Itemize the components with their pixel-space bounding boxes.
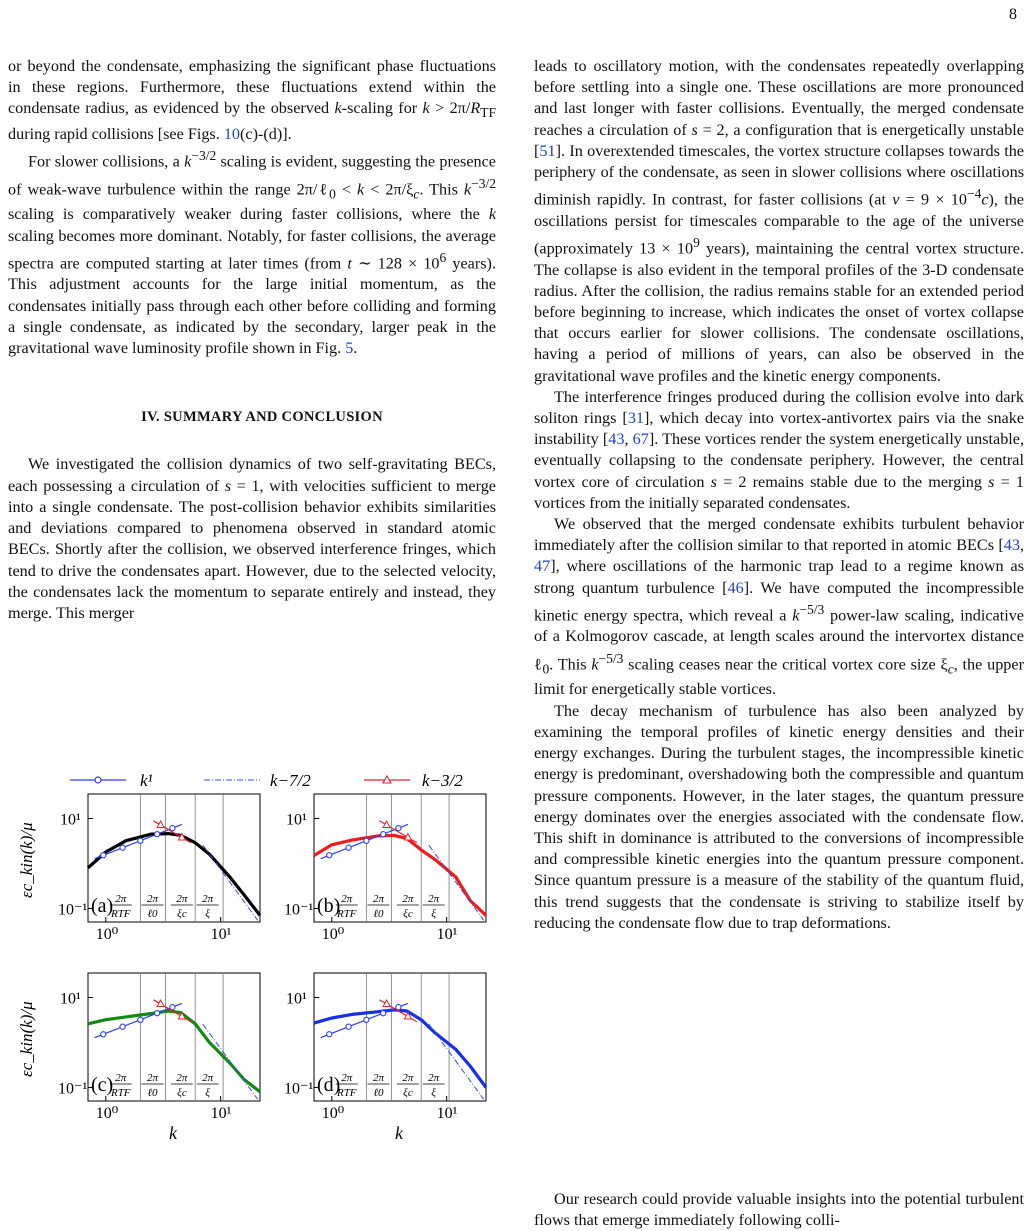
k1-marker (170, 826, 175, 831)
y-tick-label-low: 10⁻¹ (58, 901, 88, 919)
vline-label-numerator: 2π (146, 893, 159, 905)
vline-label-denominator: ℓ0 (373, 1087, 384, 1099)
x-tick-label-high: 10¹ (210, 1105, 232, 1122)
left-column (8, 56, 496, 624)
x-tick-label-low: 10⁰ (321, 1105, 345, 1122)
citation-link[interactable]: 31 (627, 409, 644, 428)
k1-marker (346, 845, 351, 850)
legend-k1-marker (95, 777, 101, 783)
legend-k32-text: k−3/2 (422, 771, 463, 790)
spectra-figure-svg (8, 768, 508, 1140)
citation-link[interactable]: 43 (1003, 536, 1020, 555)
vline-label-denominator: ℓ0 (147, 908, 158, 920)
vline-label-denominator: ξ (431, 908, 436, 920)
k1-marker (155, 832, 160, 837)
x-axis-label: k (395, 1123, 403, 1140)
k72-reference-line (203, 1024, 258, 1099)
page-number: 8 (1009, 6, 1017, 23)
x-tick-label-low: 10⁰ (95, 1105, 119, 1122)
k1-marker (101, 1032, 106, 1037)
k1-marker (346, 1024, 351, 1029)
vline-label-denominator: ξc (403, 1087, 413, 1099)
spectrum-curve (88, 1011, 260, 1092)
vline-label-denominator: ℓ0 (373, 908, 384, 920)
right-paragraph-5: Our research could provide valuable insights into the potential turbulent flows that emerge immediately following colli- (534, 1190, 1024, 1230)
vline-label-numerator: 2π (341, 893, 353, 905)
k72-reference-line (429, 1024, 484, 1099)
k1-marker (155, 1011, 160, 1016)
vline-label-numerator: 2π (115, 1072, 127, 1084)
x-tick-label-high: 10¹ (436, 926, 458, 943)
figure-link[interactable]: 5 (345, 339, 354, 358)
k1-marker (381, 832, 386, 837)
k72-reference-line (203, 845, 258, 920)
citation-link[interactable]: 67 (632, 430, 649, 449)
k1-marker (396, 1005, 401, 1010)
figure-10 (8, 768, 508, 1140)
vline-label-numerator: 2π (402, 893, 414, 905)
x-tick-label-high: 10¹ (436, 1105, 458, 1122)
vline-label-numerator: 2π (115, 893, 127, 905)
vline-label-numerator: 2π (402, 1072, 414, 1084)
y-axis-label: εc_kin(k)/μ (17, 1001, 36, 1077)
vline-label-numerator: 2π (372, 893, 385, 905)
y-tick-label-low: 10⁻¹ (284, 901, 314, 919)
k72-reference-line (429, 845, 484, 920)
vline-label-denominator: RTF (336, 1087, 357, 1099)
k1-marker (327, 1032, 332, 1037)
vline-label-denominator: ξ (431, 1087, 436, 1099)
k1-marker (381, 1011, 386, 1016)
right-paragraph-3: We observed that the merged condensate exhibits turbulent behavior immediately after the collision similar to that reported in atomic BECs [43, 47], where oscillations of the harmonic trap lead to a regime known as strong quantum turbulence [46]. We have computed the incompressible kinetic energy spectra, which reveal a $k^{-5/3}$ power-law scaling, indicative of a Kolmogorov cascade, at length scales around the intervortex distance ℓ$_0$. This $k^{-5/3}$ scaling ceases near the critical vortex core size $\xi_c$, the upper limit for energetically stable vortices. (534, 515, 1024, 699)
x-axis-label: k (169, 1123, 177, 1140)
right-column (534, 56, 1024, 934)
legend-k72-text: k−7/2 (270, 771, 311, 790)
vline-label-denominator: ℓ0 (147, 1087, 158, 1099)
vline-label-numerator: 2π (428, 893, 440, 905)
vline-label-denominator: ξc (177, 908, 187, 920)
vline-label-denominator: ξc (403, 908, 413, 920)
panel-label: (c) (91, 1074, 114, 1096)
left-paragraph-3: We investigated the collision dynamics of two self-gravitating BECs, each possessing a circulation of s = 1, with velocities sufficient to merge into a single condensate. The post-collision behavior exhibits similarities and deviations compared to phenomena observed in standard atomic BECs. Shortly after the collision, we observed interference fringes, which tend to drive the condensates apart. However, due to the selected velocity, the condensates lack the momentum to separate entirely and instead, they merge. This merger (8, 455, 496, 622)
vline-label-numerator: 2π (146, 1072, 159, 1084)
k1-marker (120, 1024, 125, 1029)
y-tick-label-low: 10⁻¹ (284, 1080, 314, 1098)
spectrum-curve (88, 834, 260, 916)
vline-label-numerator: 2π (202, 893, 214, 905)
k1-marker (364, 838, 369, 843)
vline-label-denominator: RTF (110, 1087, 131, 1099)
x-tick-label-low: 10⁰ (95, 926, 119, 943)
section-heading: IV. SUMMARY AND CONCLUSION (141, 409, 383, 426)
vline-label-denominator: RTF (110, 908, 131, 920)
k1-marker (396, 826, 401, 831)
y-tick-label-high: 10¹ (286, 811, 307, 829)
panel-label: (a) (91, 895, 114, 917)
figure-link[interactable]: 10 (223, 124, 240, 143)
citation-link[interactable]: 46 (727, 578, 744, 597)
k1-marker (101, 853, 106, 858)
x-tick-label-low: 10⁰ (321, 926, 345, 943)
right-paragraph-4: The decay mechanism of turbulence has also been analyzed by examining the temporal profiles of kinetic energy densities and their energy exchanges. During the turbulent stages, the incompressible kinetic energy is predominant, overshadowing both the compressible and quantum pressure components. However, in the later stages, the quantum pressure energy dominates over the energies associated with the condensate flow. This shift in dominance is attributed to the conversions of incompressible and compressible kinetic energies into the quantum pressure component. Since quantum pressure is a measure of the stability of the quantum fluid, this trend suggests that the condensate is striving to stabilize itself by reducing the condensate flow due to trap deformations. (534, 701, 1024, 932)
panel-frame (88, 973, 260, 1101)
vline-label-denominator: ξ (205, 908, 210, 920)
vline-label-numerator: 2π (202, 1072, 214, 1084)
vline-label-numerator: 2π (176, 893, 188, 905)
k1-marker (120, 845, 125, 850)
citation-link[interactable]: 47 (534, 557, 551, 576)
y-tick-label-high: 10¹ (60, 811, 81, 829)
legend-k1-text: k¹ (140, 771, 153, 790)
panel-label: (d) (317, 1074, 341, 1096)
left-paragraph-1: or beyond the condensate, emphasizing the significant phase fluctuations in these regions. Furthermore, these fluctuations extend within the condensate radius, as evidenced by the observed k-scaling for $k > 2\pi/R_{TF}$ during rapid collisions [see Figs. 10(c)-(d)]. (8, 57, 496, 143)
vline-label-denominator: ξc (177, 1087, 187, 1099)
vline-label-numerator: 2π (176, 1072, 188, 1084)
y-tick-label-high: 10¹ (286, 990, 307, 1008)
y-tick-label-high: 10¹ (60, 990, 81, 1008)
vline-label-numerator: 2π (428, 1072, 440, 1084)
citation-link[interactable]: 51 (539, 141, 556, 160)
panel-label: (b) (317, 895, 341, 917)
right-paragraph-2: The interference fringes produced during the collision evolve into dark soliton rings [31], which decay into vortex-antivortex pairs via the snake instability [43, 67]. These vortices render the system energetically unstable, eventually collapsing to the condensate periphery. However, the central vortex core of circulation s = 2 remains stable due to the merging s = 1 vortices from the initially separated condensates. (534, 387, 1025, 512)
k1-marker (138, 838, 143, 843)
vline-label-denominator: RTF (336, 908, 357, 920)
k1-marker (327, 853, 332, 858)
y-axis-label: εc_kin(k)/μ (17, 822, 36, 898)
vline-label-numerator: 2π (372, 1072, 385, 1084)
vline-label-denominator: ξ (205, 1087, 210, 1099)
k1-marker (138, 1017, 143, 1022)
panel-frame (88, 794, 260, 922)
k1-marker (364, 1017, 369, 1022)
x-tick-label-high: 10¹ (210, 926, 232, 943)
vline-label-numerator: 2π (341, 1072, 353, 1084)
y-tick-label-low: 10⁻¹ (58, 1080, 88, 1098)
k1-marker (170, 1005, 175, 1010)
right-paragraph-1: leads to oscillatory motion, with the condensates repeatedly overlapping before settling into a single one. These oscillations are more pronounced and last longer with faster collisions. Eventually, the merged condensate reaches a circulation of s = 2, a configuration that is energetically unstable [51]. In overextended timescales, the vortex structure collapses towards the periphery of the condensate, as seen in slower collisions where oscillations diminish rapidly. In contrast, for faster collisions (at $v = 9 \times 10^{-4}c$), the oscillations persist for timescales comparable to the age of the universe (approximately $13 \times 10^9$ years), maintaining the central vortex structure. The collapse is also evident in the temporal profiles of the 3-D condensate radius. After the collision, the radius remains stable for an extended period before beginning to increase, which indicates the onset of vortex collapse that occurs earlier for slower collisions. The condensate oscillations, having a period of millions of years, can also be observed in the gravitational wave profiles and the kinetic energy components. (534, 57, 1024, 385)
left-paragraph-2: For slower collisions, a $k^{-3/2}$ scaling is evident, suggesting the presence of weak-wave turbulence within the range 2π/ℓ$_0$ < $k < 2\pi/\xi_c$. This $k^{-3/2}$ scaling is comparatively weaker during faster collisions, where the k scaling becomes more dominant. Notably, for faster collisions, the average spectra are computed starting at later times (from t ∼ $128 \times 10^6$ years). This adjustment accounts for the large initial momentum, as the condensates initially pass through each other before colliding and forming a single condensate, as indicated by the secondary, larger peak in the gravitational wave luminosity profile shown in Fig. 5. (8, 148, 496, 358)
citation-link[interactable]: 43 (608, 430, 625, 449)
